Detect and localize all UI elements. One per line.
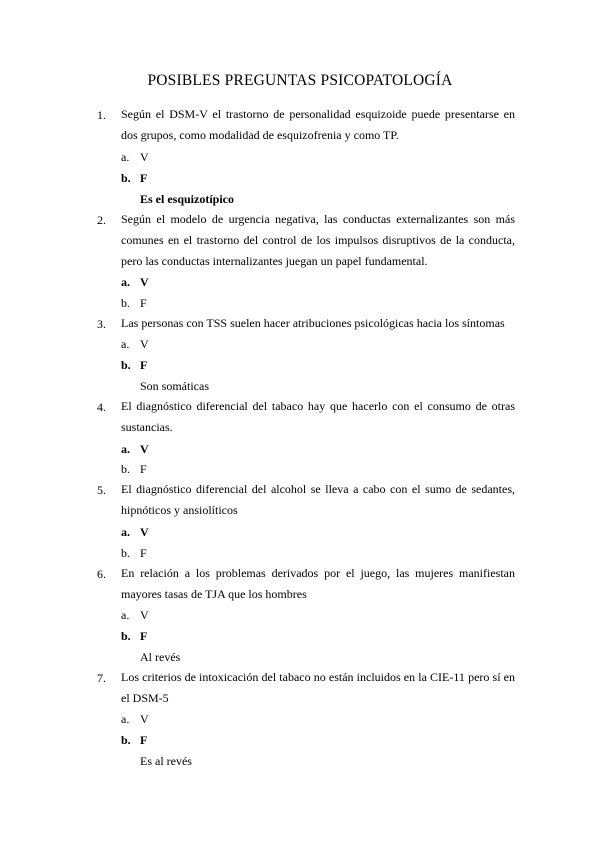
option-value: F (140, 462, 147, 476)
option-value: V (140, 608, 149, 622)
question-number: 1. (97, 108, 106, 122)
question-number: 3. (97, 317, 106, 331)
option-value: F (140, 546, 147, 560)
question-text: Según el modelo de urgencia negativa, las conductas externalizantes son más comunes en el trastorno del control de los impulsos disruptivos de la conducta, pero las conductas internalizantes juegan un papel fundamental. (121, 212, 515, 268)
option-letter: a. (121, 150, 130, 164)
answer-note: Son somáticas (140, 379, 209, 393)
option-value: F (140, 733, 148, 747)
question-number: 2. (97, 213, 106, 227)
option-letter: b. (121, 171, 131, 185)
option-value: V (140, 337, 149, 351)
question-text: El diagnóstico diferencial del tabaco hay que hacerlo con el consumo de otras sustancias. (121, 399, 515, 434)
option-value: V (140, 442, 149, 456)
option-letter: b. (121, 546, 130, 560)
page-title: POSIBLES PREGUNTAS PSICOPATOLOGÍA (147, 72, 453, 89)
option-value: V (140, 525, 149, 539)
option-letter: a. (121, 275, 130, 289)
question-number: 4. (97, 400, 106, 414)
option-letter: b. (121, 462, 130, 476)
option-value: F (140, 629, 148, 643)
option-letter: a. (121, 525, 130, 539)
option-value: F (140, 171, 148, 185)
question-number: 6. (97, 567, 106, 581)
question-text: Según el DSM-V el trastorno de personalidad esquizoide puede presentarse en dos grupos, como modalidad de esquizofrenia y como TP. (121, 107, 515, 142)
answer-note: Es al revés (140, 754, 192, 768)
question-text: El diagnóstico diferencial del alcohol se lleva a cabo con el sumo de sedantes, hipnóticos y ansiolíticos (121, 482, 515, 517)
option-value: F (140, 358, 148, 372)
option-value: V (140, 150, 149, 164)
option-letter: b. (121, 296, 130, 310)
question-text: Las personas con TSS suelen hacer atribuciones psicológicas hacia los síntomas (121, 316, 505, 330)
option-letter: a. (121, 337, 130, 351)
answer-note: Es el esquizotípico (140, 192, 235, 206)
question-number: 7. (97, 671, 106, 685)
question-number: 5. (97, 483, 106, 497)
question-text: Los criterios de intoxicación del tabaco no están incluidos en la CIE-11 pero sí en el DSM-5 (121, 670, 515, 705)
option-letter: a. (121, 712, 130, 726)
answer-note: Al revés (140, 650, 181, 664)
option-value: V (140, 275, 149, 289)
option-letter: a. (121, 608, 130, 622)
option-letter: b. (121, 358, 131, 372)
option-value: V (140, 712, 149, 726)
option-value: F (140, 296, 147, 310)
option-letter: b. (121, 629, 131, 643)
option-letter: a. (121, 442, 130, 456)
question-text: En relación a los problemas derivados por el juego, las mujeres manifiestan mayores tasas de TJA que los hombres (121, 566, 515, 601)
option-letter: b. (121, 733, 131, 747)
